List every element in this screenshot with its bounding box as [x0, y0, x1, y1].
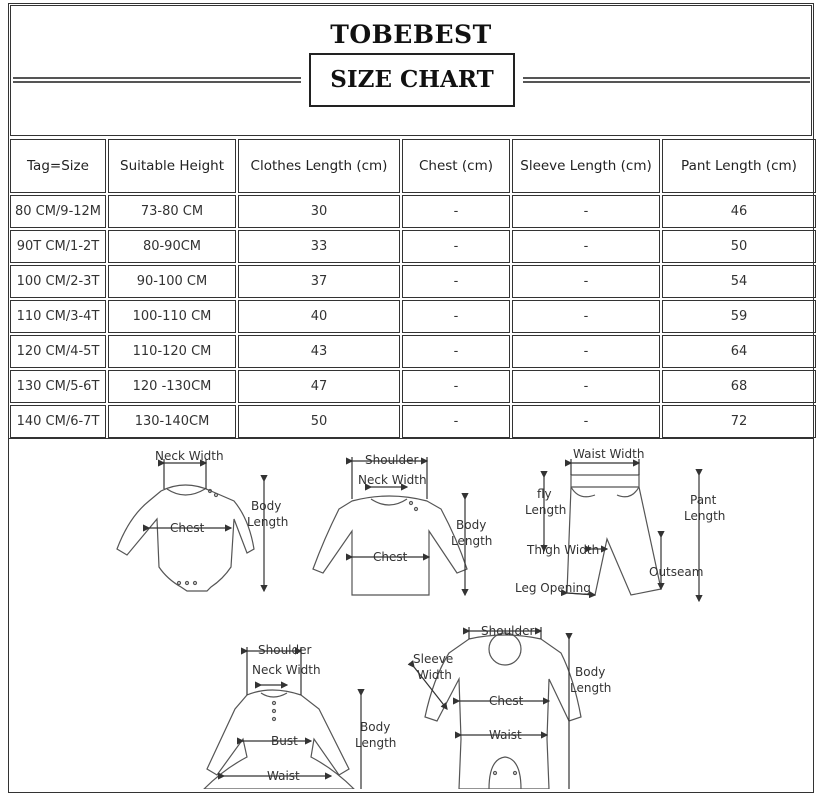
- pants-diagram: [544, 459, 699, 601]
- dress-bust-label: Bust: [271, 734, 298, 748]
- shirt-chest-label: Chest: [373, 550, 408, 564]
- cell-clothes-length: 47: [238, 370, 400, 403]
- divider-right: [523, 77, 810, 83]
- cell-suitable-height: 73-80 CM: [108, 195, 236, 228]
- cell-sleeve-length: -: [512, 230, 660, 263]
- cell-sleeve-length: -: [512, 370, 660, 403]
- cell-pant-length: 72: [662, 405, 816, 438]
- header-sleeve-length: Sleeve Length (cm): [512, 139, 660, 193]
- cell-sleeve-length: -: [512, 405, 660, 438]
- pants-fly-length-label: Length: [525, 503, 567, 517]
- cell-clothes-length: 33: [238, 230, 400, 263]
- pants-leg-opening-label: Leg Opening: [515, 581, 591, 595]
- romper-shoulder-label: Shoulder: [481, 624, 535, 638]
- dress-shoulder-label: Shoulder: [258, 643, 312, 657]
- cell-sleeve-length: -: [512, 300, 660, 333]
- measurement-diagrams: [8, 438, 814, 788]
- pants-outseam-label: Outseam: [649, 565, 704, 579]
- cell-chest: -: [402, 195, 510, 228]
- garment-illustrations: [9, 439, 815, 789]
- bodysuit-neck-width-label: Neck Width: [155, 449, 224, 463]
- romper-width-label: Width: [417, 668, 452, 682]
- cell-tag-size: 80 CM/9-12M: [10, 195, 106, 228]
- bodysuit-body-label: Body: [251, 499, 282, 513]
- cell-pant-length: 50: [662, 230, 816, 263]
- cell-sleeve-length: -: [512, 335, 660, 368]
- dress-neck-width-label: Neck Width: [252, 663, 321, 677]
- table-row: [10, 405, 816, 438]
- chart-title: SIZE CHART: [309, 53, 515, 107]
- shirt-shoulder-label: Shoulder: [365, 453, 419, 467]
- table-header-row: [10, 139, 816, 193]
- cell-sleeve-length: -: [512, 195, 660, 228]
- romper-chest-label: Chest: [489, 694, 524, 708]
- bodysuit-chest-label: Chest: [170, 521, 205, 535]
- cell-clothes-length: 30: [238, 195, 400, 228]
- romper-sleeve-label: Sleeve: [413, 652, 454, 666]
- cell-pant-length: 64: [662, 335, 816, 368]
- cell-chest: -: [402, 265, 510, 298]
- shirt-neck-width-label: Neck Width: [358, 473, 427, 487]
- cell-pant-length: 59: [662, 300, 816, 333]
- pants-thigh-width-label: Thigh Width: [527, 543, 600, 557]
- cell-chest: -: [402, 230, 510, 263]
- pants-pant-label: Pant: [690, 493, 717, 507]
- cell-suitable-height: 90-100 CM: [108, 265, 236, 298]
- cell-tag-size: 90T CM/1-2T: [10, 230, 106, 263]
- cell-sleeve-length: -: [512, 265, 660, 298]
- romper-waist-label: Waist: [489, 728, 522, 742]
- size-table: [8, 137, 818, 440]
- cell-chest: -: [402, 300, 510, 333]
- cell-chest: -: [402, 405, 510, 438]
- pants-waist-width-label: Waist Width: [573, 447, 645, 461]
- pants-pant-length-label: Length: [684, 509, 726, 523]
- cell-tag-size: 130 CM/5-6T: [10, 370, 106, 403]
- header-suitable-height: Suitable Height: [108, 139, 236, 193]
- table-row: [10, 335, 816, 368]
- table-row: [10, 370, 816, 403]
- cell-suitable-height: 80-90CM: [108, 230, 236, 263]
- cell-pant-length: 54: [662, 265, 816, 298]
- cell-clothes-length: 37: [238, 265, 400, 298]
- cell-chest: -: [402, 335, 510, 368]
- cell-clothes-length: 43: [238, 335, 400, 368]
- cell-suitable-height: 130-140CM: [108, 405, 236, 438]
- bodysuit-length-label: Length: [247, 515, 289, 529]
- table-row: [10, 265, 816, 298]
- cell-tag-size: 140 CM/6-7T: [10, 405, 106, 438]
- romper-length-label: Length: [570, 681, 612, 695]
- dress-waist-label: Waist: [267, 769, 300, 783]
- dress-body-label: Body: [360, 720, 391, 734]
- header-chest: Chest (cm): [402, 139, 510, 193]
- cell-suitable-height: 100-110 CM: [108, 300, 236, 333]
- cell-tag-size: 120 CM/4-5T: [10, 335, 106, 368]
- cell-clothes-length: 40: [238, 300, 400, 333]
- table-row: [10, 195, 816, 228]
- shirt-body-label: Body: [456, 518, 487, 532]
- cell-pant-length: 46: [662, 195, 816, 228]
- cell-suitable-height: 120 -130CM: [108, 370, 236, 403]
- cell-tag-size: 110 CM/3-4T: [10, 300, 106, 333]
- romper-body-label: Body: [575, 665, 606, 679]
- header-tag-size: Tag=Size: [10, 139, 106, 193]
- shirt-length-label: Length: [451, 534, 493, 548]
- header-clothes-length: Clothes Length (cm): [238, 139, 400, 193]
- dress-length-label: Length: [355, 736, 397, 750]
- divider-left: [13, 77, 301, 83]
- cell-suitable-height: 110-120 CM: [108, 335, 236, 368]
- brand-name: TOBEBEST: [330, 20, 492, 49]
- header-pant-length: Pant Length (cm): [662, 139, 816, 193]
- cell-chest: -: [402, 370, 510, 403]
- table-row: [10, 300, 816, 333]
- cell-pant-length: 68: [662, 370, 816, 403]
- cell-tag-size: 100 CM/2-3T: [10, 265, 106, 298]
- cell-clothes-length: 50: [238, 405, 400, 438]
- table-row: [10, 230, 816, 263]
- pants-fly-label: fly: [537, 487, 552, 501]
- header: [10, 5, 812, 136]
